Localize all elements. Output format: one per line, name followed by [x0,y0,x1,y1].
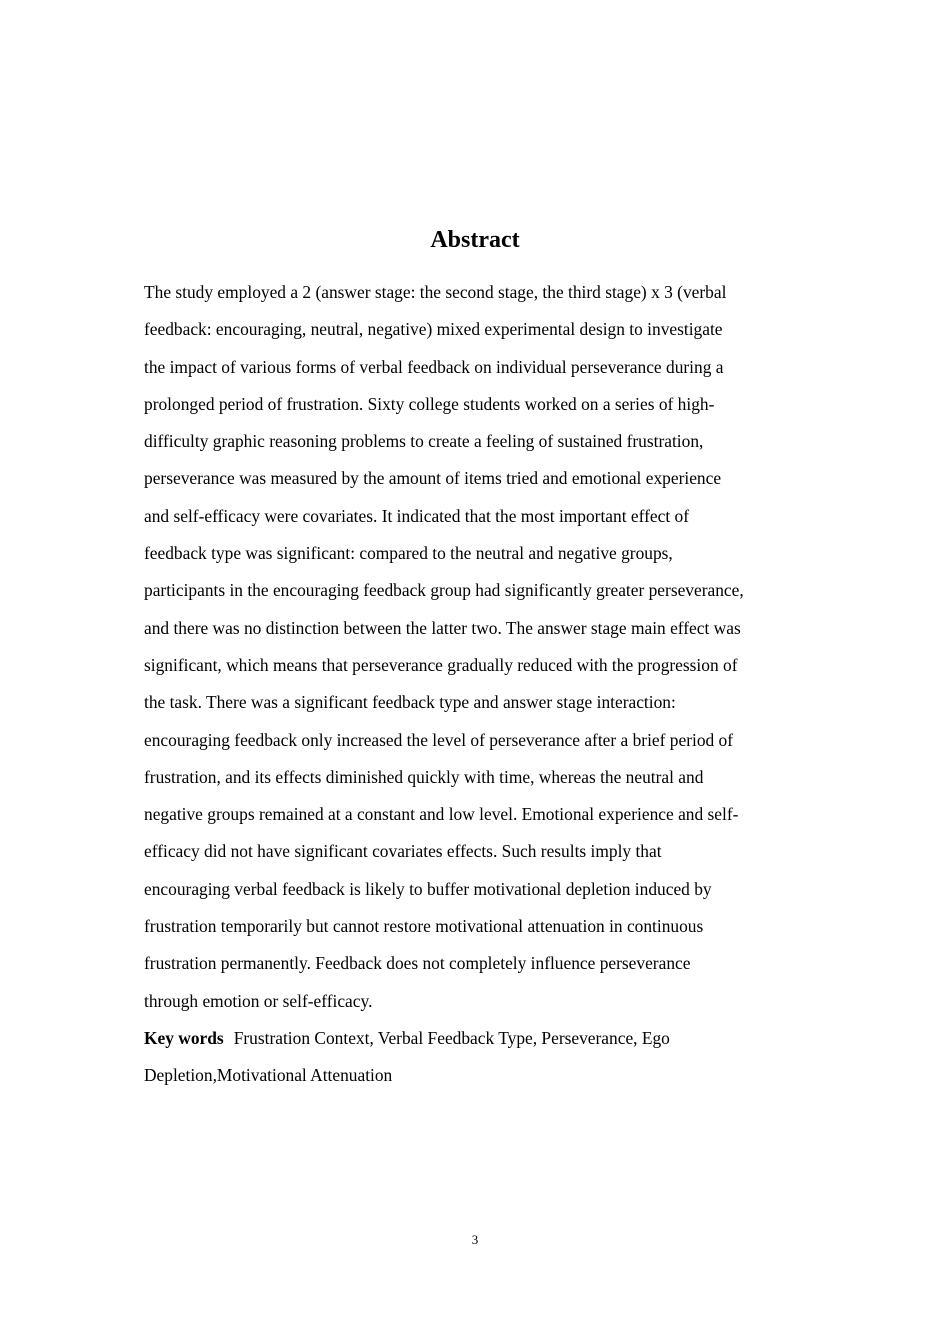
page-number: 3 [471,1232,479,1247]
abstract-line: prolonged period of frustration. Sixty college students worked on a series of high- [144,393,715,414]
abstract-line: efficacy did not have significant covariates effects. Such results imply that [144,841,662,862]
abstract-line: The study employed a 2 (answer stage: the second stage, the third stage) x 3 (verbal [144,282,727,302]
abstract-line: frustration, and its effects diminished quickly with time, whereas the neutral and [144,766,704,787]
keywords-line-2: Depletion,Motivational Attenuation [144,1065,393,1086]
abstract-line: feedback: encouraging, neutral, negative) mixed experimental design to investigate [144,319,723,340]
abstract-line: through emotion or self-efficacy. [144,990,373,1011]
abstract-line: feedback type was significant: compared to the neutral and negative groups, [144,543,673,564]
abstract-line: encouraging feedback only increased the level of perseverance after a brief period of [144,729,734,750]
abstract-line: the task. There was a significant feedback type and answer stage interaction: [144,692,676,713]
abstract-heading: Abstract [430,227,520,253]
abstract-line: significant, which means that perseverance gradually reduced with the progression of [144,654,738,675]
abstract-line: perseverance was measured by the amount of items tried and emotional experience [144,468,722,489]
abstract-line: encouraging verbal feedback is likely to buffer motivational depletion induced by [144,878,712,899]
abstract-line: frustration permanently. Feedback does not completely influence perseverance [144,953,691,974]
keywords-text: Frustration Context, Verbal Feedback Type, Perseverance, Ego [233,1028,670,1048]
abstract-body [144,274,806,1020]
abstract-line: and there was no distinction between the latter two. The answer stage main effect was [144,617,741,638]
keywords-label: Key words [144,1028,224,1048]
abstract-line: participants in the encouraging feedback group had significantly greater perseverance, [144,580,744,601]
keywords-line-1 [144,1020,806,1057]
abstract-line: frustration temporarily but cannot restore motivational attenuation in continuous [144,916,704,937]
abstract-line: difficulty graphic reasoning problems to create a feeling of sustained frustration, [144,431,704,452]
abstract-line: the impact of various forms of verbal feedback on individual perseverance during a [144,356,724,377]
abstract-line: and self-efficacy were covariates. It indicated that the most important effect of [144,505,689,526]
abstract-line: negative groups remained at a constant and low level. Emotional experience and self- [144,804,739,825]
keywords-section [144,1020,806,1095]
